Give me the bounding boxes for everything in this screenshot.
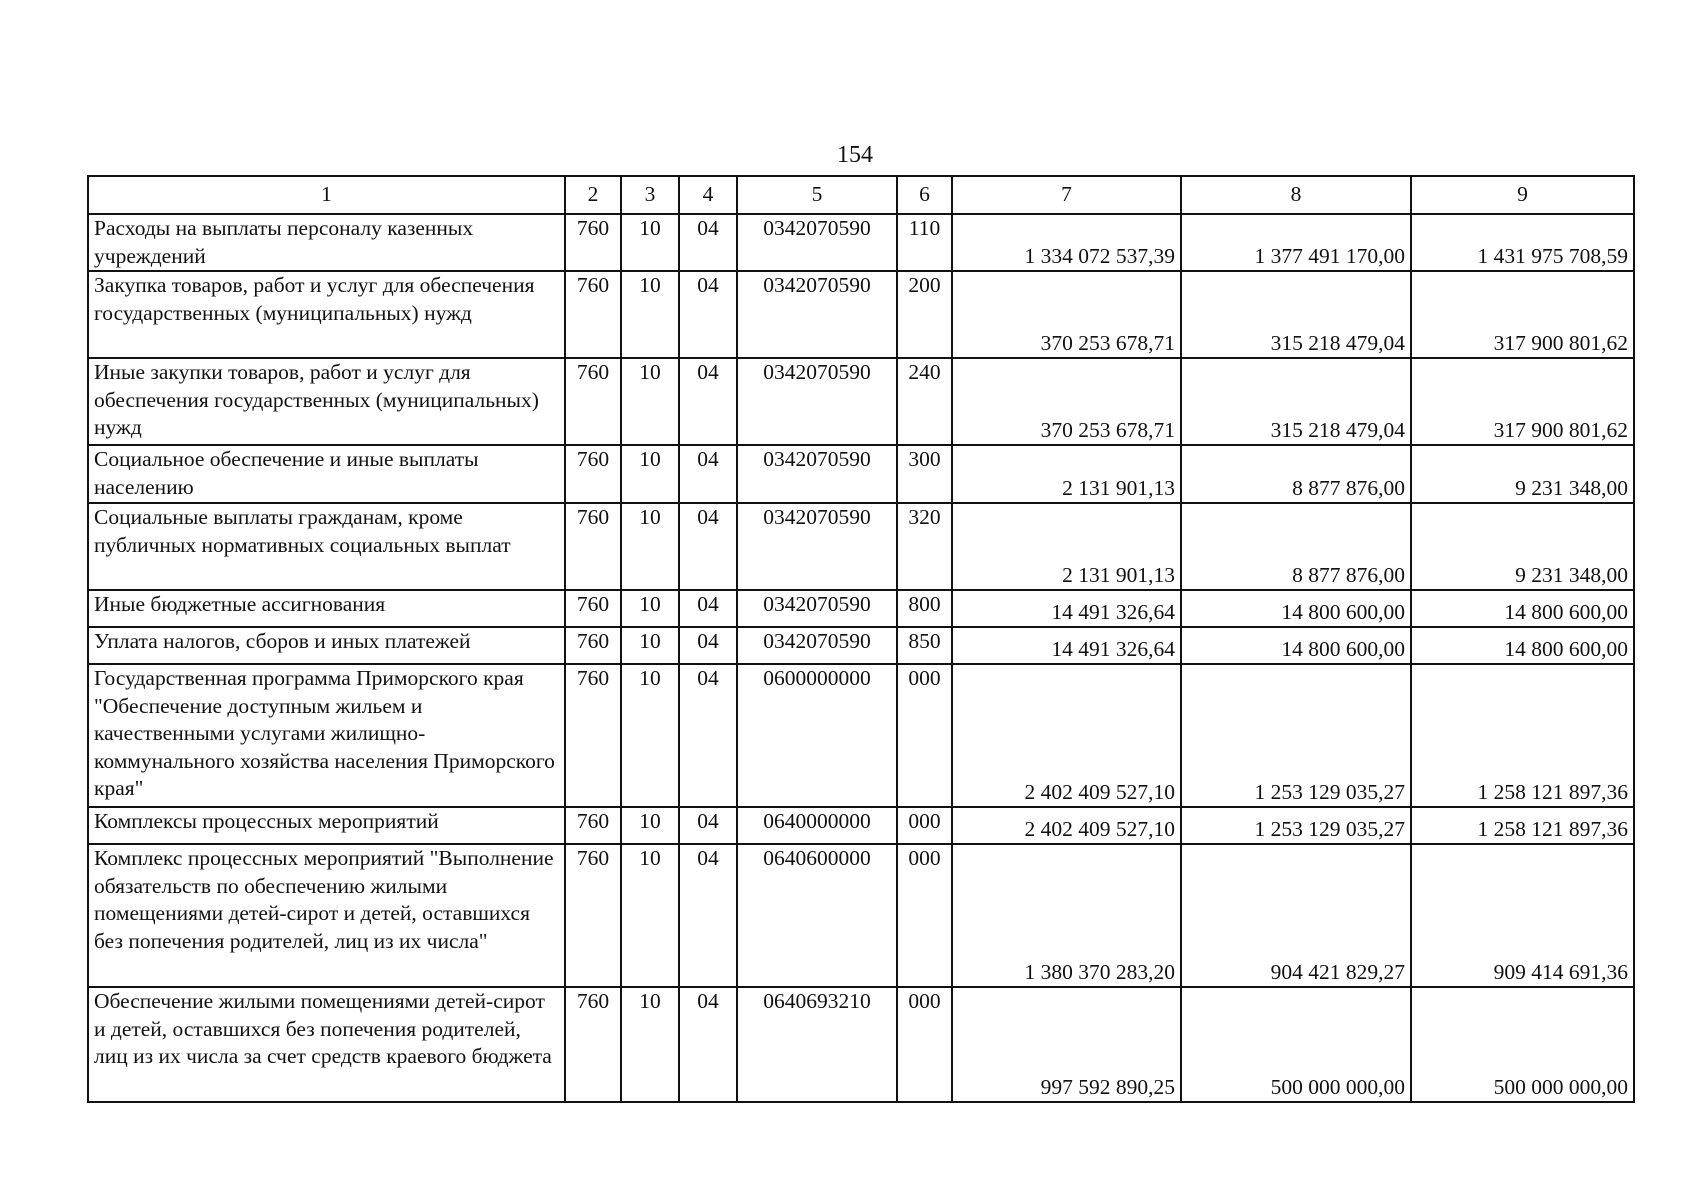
amount-cell: 14 491 326,64 [952,590,1181,627]
amount-cell: 1 253 129 035,27 [1181,807,1411,844]
amount-cell: 8 877 876,00 [1181,503,1411,590]
code-cell: 760 [565,358,621,445]
code-cell: 0600000000 [737,664,897,807]
code-cell: 04 [679,445,737,503]
code-cell: 10 [621,503,679,590]
code-cell: 10 [621,214,679,271]
header-cell: 4 [679,176,737,214]
amount-cell: 14 800 600,00 [1181,590,1411,627]
amount-cell: 317 900 801,62 [1411,271,1634,358]
amount-cell: 1 258 121 897,36 [1411,807,1634,844]
code-cell: 240 [897,358,952,445]
code-cell: 0342070590 [737,271,897,358]
code-cell: 10 [621,590,679,627]
code-cell: 0342070590 [737,503,897,590]
budget-table [87,175,1635,1103]
code-cell: 760 [565,445,621,503]
header-cell: 8 [1181,176,1411,214]
row-name-cell: Социальные выплаты гражданам, кроме публичных нормативных социальных выплат [88,503,565,590]
code-cell: 0640693210 [737,987,897,1102]
row-name-cell: Комплекс процессных мероприятий "Выполнение обязательств по обеспечению жилыми помещениями детей-сирот и детей, оставшихся без попечения родителей, лиц из их числа" [88,844,565,987]
table-row [88,627,1634,664]
code-cell: 10 [621,844,679,987]
code-cell: 0342070590 [737,627,897,664]
code-cell: 04 [679,271,737,358]
header-cell: 9 [1411,176,1634,214]
row-name-cell: Обеспечение жилыми помещениями детей-сирот и детей, оставшихся без попечения родителей, лиц из их числа за счет средств краевого бюджета [88,987,565,1102]
code-cell: 04 [679,590,737,627]
code-cell: 300 [897,445,952,503]
header-cell: 5 [737,176,897,214]
page-number: 154 [837,142,873,168]
header-cell: 1 [88,176,565,214]
amount-cell: 14 491 326,64 [952,627,1181,664]
row-name-cell: Государственная программа Приморского края "Обеспечение доступным жильем и качественными услугами жилищно-коммунального хозяйства населения Приморского края" [88,664,565,807]
amount-cell: 317 900 801,62 [1411,358,1634,445]
amount-cell: 9 231 348,00 [1411,445,1634,503]
amount-cell: 2 131 901,13 [952,445,1181,503]
code-cell: 000 [897,844,952,987]
amount-cell: 370 253 678,71 [952,358,1181,445]
code-cell: 10 [621,807,679,844]
header-cell: 2 [565,176,621,214]
amount-cell: 1 377 491 170,00 [1181,214,1411,271]
amount-cell: 2 402 409 527,10 [952,664,1181,807]
row-name-cell: Социальное обеспечение и иные выплаты населению [88,445,565,503]
amount-cell: 500 000 000,00 [1181,987,1411,1102]
code-cell: 10 [621,987,679,1102]
amount-cell: 9 231 348,00 [1411,503,1634,590]
table-row [88,271,1634,358]
amount-cell: 1 431 975 708,59 [1411,214,1634,271]
table-row [88,590,1634,627]
amount-cell: 1 258 121 897,36 [1411,664,1634,807]
code-cell: 04 [679,503,737,590]
amount-cell: 315 218 479,04 [1181,358,1411,445]
code-cell: 110 [897,214,952,271]
amount-cell: 1 334 072 537,39 [952,214,1181,271]
code-cell: 10 [621,445,679,503]
code-cell: 0342070590 [737,590,897,627]
code-cell: 760 [565,590,621,627]
header-row [88,176,1634,214]
code-cell: 760 [565,987,621,1102]
amount-cell: 14 800 600,00 [1411,627,1634,664]
code-cell: 000 [897,987,952,1102]
row-name-cell: Иные бюджетные ассигнования [88,590,565,627]
table-row [88,807,1634,844]
amount-cell: 997 592 890,25 [952,987,1181,1102]
table-row [88,445,1634,503]
code-cell: 0342070590 [737,445,897,503]
amount-cell: 904 421 829,27 [1181,844,1411,987]
header-cell: 3 [621,176,679,214]
table-row [88,503,1634,590]
code-cell: 04 [679,214,737,271]
code-cell: 10 [621,627,679,664]
code-cell: 0342070590 [737,214,897,271]
code-cell: 200 [897,271,952,358]
code-cell: 760 [565,664,621,807]
amount-cell: 909 414 691,36 [1411,844,1634,987]
code-cell: 0640000000 [737,807,897,844]
code-cell: 04 [679,358,737,445]
amount-cell: 8 877 876,00 [1181,445,1411,503]
table-row [88,358,1634,445]
row-name-cell: Комплексы процессных мероприятий [88,807,565,844]
amount-cell: 1 253 129 035,27 [1181,664,1411,807]
code-cell: 760 [565,214,621,271]
code-cell: 760 [565,503,621,590]
code-cell: 760 [565,807,621,844]
code-cell: 760 [565,844,621,987]
amount-cell: 315 218 479,04 [1181,271,1411,358]
code-cell: 000 [897,664,952,807]
amount-cell: 1 380 370 283,20 [952,844,1181,987]
code-cell: 0640600000 [737,844,897,987]
row-name-cell: Иные закупки товаров, работ и услуг для обеспечения государственных (муниципальных) нужд [88,358,565,445]
amount-cell: 370 253 678,71 [952,271,1181,358]
code-cell: 320 [897,503,952,590]
table-row [88,987,1634,1102]
header-cell: 7 [952,176,1181,214]
code-cell: 10 [621,664,679,807]
amount-cell: 2 402 409 527,10 [952,807,1181,844]
code-cell: 760 [565,271,621,358]
code-cell: 04 [679,987,737,1102]
code-cell: 10 [621,271,679,358]
code-cell: 10 [621,358,679,445]
row-name-cell: Уплата налогов, сборов и иных платежей [88,627,565,664]
amount-cell: 14 800 600,00 [1181,627,1411,664]
code-cell: 04 [679,844,737,987]
code-cell: 760 [565,627,621,664]
code-cell: 04 [679,664,737,807]
amount-cell: 2 131 901,13 [952,503,1181,590]
code-cell: 04 [679,627,737,664]
code-cell: 800 [897,590,952,627]
amount-cell: 14 800 600,00 [1411,590,1634,627]
header-cell: 6 [897,176,952,214]
code-cell: 0342070590 [737,358,897,445]
amount-cell: 500 000 000,00 [1411,987,1634,1102]
table-row [88,844,1634,987]
code-cell: 850 [897,627,952,664]
row-name-cell: Закупка товаров, работ и услуг для обеспечения государственных (муниципальных) нужд [88,271,565,358]
row-name-cell: Расходы на выплаты персоналу казенных учреждений [88,214,565,271]
table-row [88,214,1634,271]
table-row [88,664,1634,807]
code-cell: 000 [897,807,952,844]
code-cell: 04 [679,807,737,844]
